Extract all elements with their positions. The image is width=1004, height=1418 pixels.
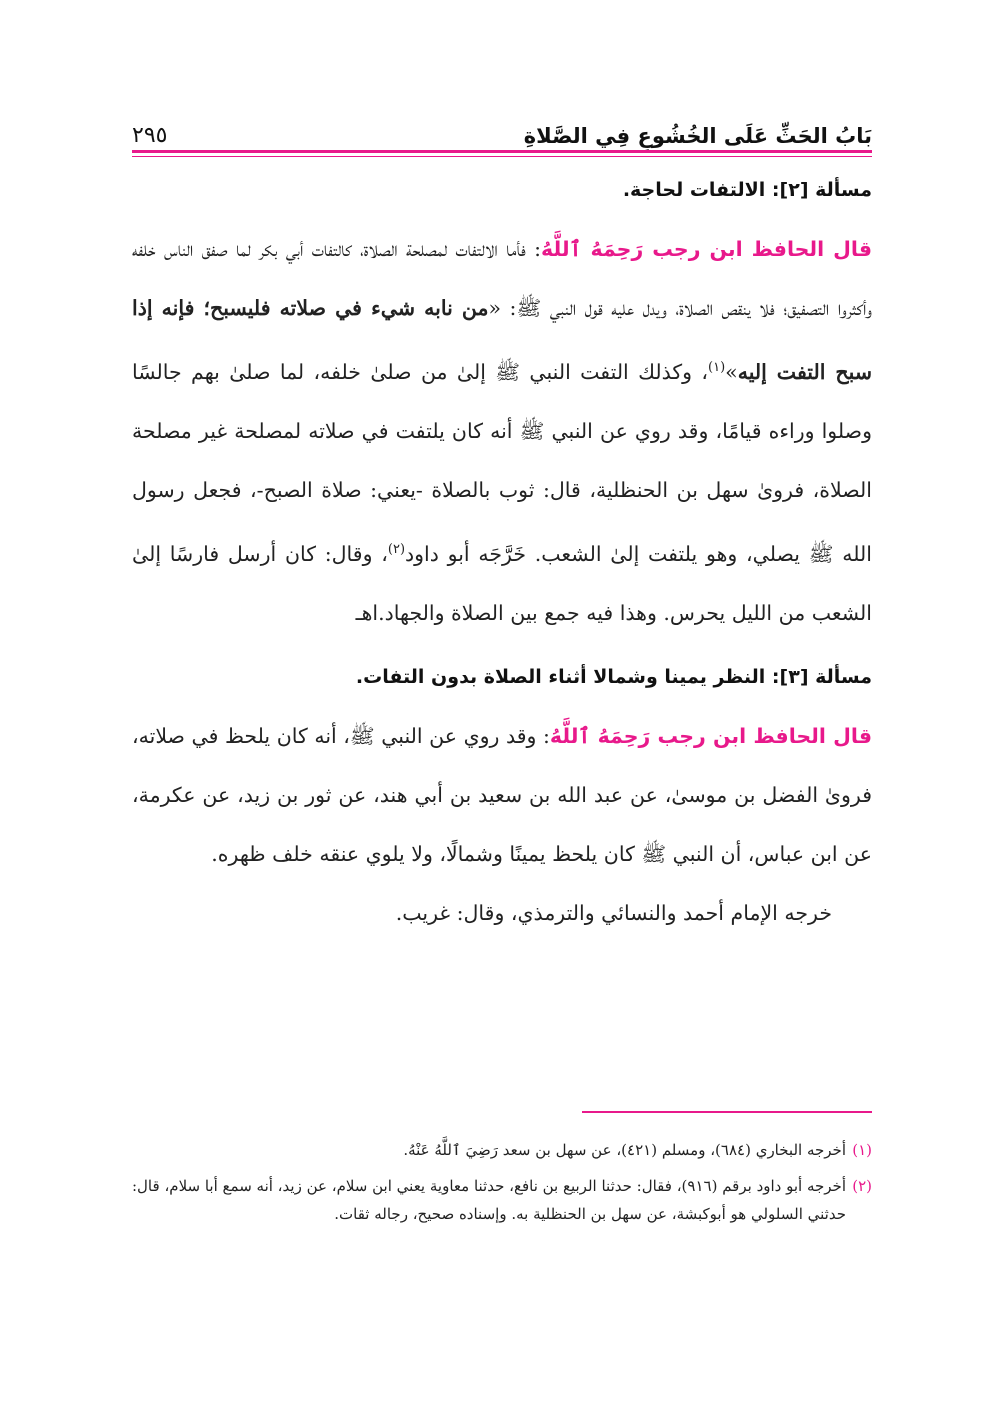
footnote-text: أخرجه أبو داود برقم (٩١٦)، فقال: حدثنا الربيع بن نافع، حدثنا معاوية يعني ابن سلام، عن زيد، أنه سمع أبا سلام، قال: حدثني السلولي هو أبوكبشة، عن سهل بن الحنظلية به. وإسناده صحيح، رجاله ثقات. — [131, 1177, 846, 1223]
page-header — [132, 112, 872, 148]
footnote-ref[interactable]: (١) — [708, 360, 726, 375]
heading-text: الالتفات لحاجة. — [622, 179, 766, 201]
footnote-number: (٢) — [852, 1177, 872, 1195]
section-heading-3 — [132, 657, 872, 697]
page-number: ٢٩٥ — [132, 123, 168, 148]
footnote-ref[interactable]: (٢) — [387, 541, 406, 557]
paragraph — [132, 220, 872, 643]
speaker-label: قال الحافظ ابن رجب رَحِمَهُ ٱللَّهُ — [549, 723, 872, 748]
heading-label: مسألة [٢]: — [771, 179, 872, 201]
footnote-number: (١) — [852, 1141, 872, 1159]
header-rule-thin — [132, 156, 872, 157]
footnote — [132, 1172, 872, 1228]
main-content — [132, 168, 872, 943]
footnote-text: أخرجه البخاري (٦٨٤)، ومسلم (٤٢١)، عن سهل بن سعد رَضِيَ ٱللَّهُ عَنْهُ. — [403, 1141, 846, 1159]
text-run: : فأما الالتفات لمصلحة الصلاة، كالتفات أبي بكر لما صفق الناس خلفه وأكثروا التصفيق؛ فلا ينقص الصلاة، ويدل عليه قول النبي ﷺ: « — [132, 237, 872, 320]
paragraph: خرجه الإمام أحمد والنسائي والترمذي، وقال: غريب. — [395, 900, 832, 925]
heading-text: النظر يمينا وشمالا أثناء الصلاة بدون التفات. — [355, 665, 766, 688]
paragraph — [132, 707, 872, 884]
footnote — [132, 1136, 872, 1164]
speaker-label: قال الحافظ ابن رجب رَحِمَهُ ٱللَّهُ — [541, 237, 872, 261]
hadith-text: من نابه شيء في صلاته فليسبح؛ فإنه إذا سبح التفت إليه — [132, 296, 873, 384]
footnotes — [132, 1136, 872, 1236]
chapter-title: بَابُ الحَثِّ عَلَى الخُشُوعِ فِي الصَّلاةِ — [523, 124, 872, 148]
text-run: ، وقال: كان أرسل فارسًا إلىٰ الشعب من الليل يحرس. وهذا فيه جمع بين الصلاة والجهاد.اهـ — [132, 541, 872, 625]
heading-label: مسألة [٣]: — [771, 665, 872, 688]
text-run: » — [725, 359, 738, 384]
text-run: : وقد روي عن النبي ﷺ، أنه كان يلحظ في صلاته، فروىٰ الفضل بن موسىٰ، عن عبد الله بن سعيد بن أبي هند، عن ثور بن زيد، عن عكرمة، عن ابن عباس، أن النبي ﷺ كان يلحظ يمينًا وشمالًا، ولا يلوي عنقه خلف ظهره. — [132, 723, 872, 866]
header-rule — [132, 150, 872, 153]
text-run: ، وكذلك التفت النبي ﷺ إلىٰ من صلىٰ خلفه، لما صلىٰ بهم جالسًا وصلوا وراءه قيامًا، وقد روي عن النبي ﷺ أنه كان يلتفت في صلاته لمصلحة غير مصلحة الصلاة، فروىٰ سهل بن الحنظلية، قال: ثوب بالصلاة -يعني: صلاة الصبح-، فجعل رسول الله ﷺ يصلي، وهو يلتفت إلىٰ الشعب. خَرَّجَه أبو داود — [132, 359, 872, 566]
section-heading-2 — [132, 170, 872, 210]
footnote-separator — [582, 1111, 872, 1113]
